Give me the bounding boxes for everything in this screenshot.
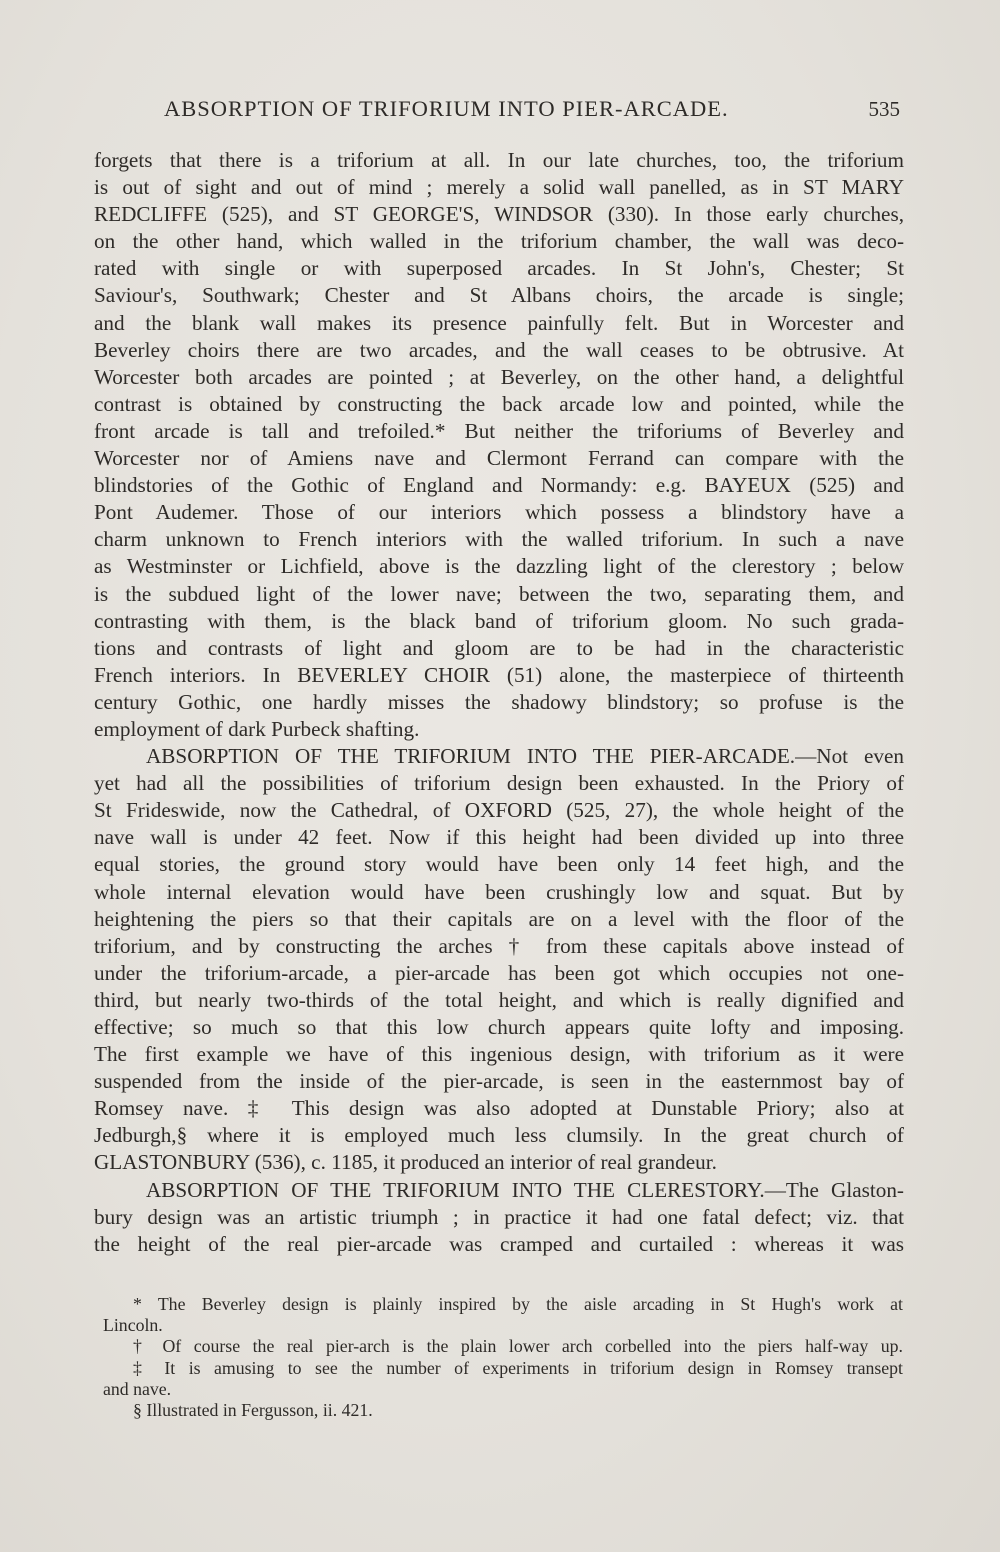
text-line: Beverley choirs there are two arcades, and the wall ceases to be obtrusive. At [94, 337, 904, 362]
text-line: and the blank wall makes its presence painfully felt. But in Worcester and [94, 310, 904, 335]
text-line: employment of dark Purbeck shafting. [94, 716, 420, 741]
body-text [94, 147, 904, 1258]
text-line: contrast is obtained by constructing the back arcade low and pointed, while the [94, 391, 904, 416]
text-line: nave wall is under 42 feet. Now if this height had been divided up into three [94, 825, 904, 850]
text-line: The first example we have of this ingenious design, with triforium as it were [94, 1042, 904, 1067]
text-line: GLASTONBURY (536), c. 1185, it produced an interior of real grandeur. [94, 1150, 717, 1175]
footnotes [103, 1294, 903, 1421]
text-line: yet had all the possibilities of triforium design been exhausted. In the Priory of [94, 771, 904, 796]
running-title: ABSORPTION OF TRIFORIUM INTO PIER-ARCADE. [164, 96, 729, 121]
text-line: the height of the real pier-arcade was cramped and curtailed : whereas it was [94, 1231, 904, 1256]
section-heading-line: ABSORPTION OF THE TRIFORIUM INTO THE CLERESTORY.—The Glaston- [146, 1177, 904, 1202]
footnote-line: § Illustrated in Fergusson, ii. 421. [133, 1400, 373, 1421]
text-line: front arcade is tall and trefoiled.* But neither the triforiums of Beverley and [94, 418, 904, 443]
text-line: as Westminster or Lichfield, above is the dazzling light of the clerestory ; below [94, 554, 904, 579]
page-header [96, 96, 906, 122]
footnote-line: * The Beverley design is plainly inspired by the aisle arcading in St Hugh's work at [133, 1294, 903, 1314]
text-line: heightening the piers so that their capitals are on a level with the floor of the [94, 906, 904, 931]
text-line: Saviour's, Southwark; Chester and St Albans choirs, the arcade is single; [94, 283, 904, 308]
text-line: Worcester nor of Amiens nave and Clermont Ferrand can compare with the [94, 446, 904, 471]
text-line: French interiors. In BEVERLEY CHOIR (51) alone, the masterpiece of thirteenth [94, 662, 904, 687]
footnote-line: ‡ It is amusing to see the number of experiments in triforium design in Romsey transept [133, 1357, 903, 1378]
text-line: effective; so much so that this low church appears quite lofty and imposing. [94, 1015, 904, 1039]
text-line: third, but nearly two-thirds of the total height, and which is really dignified and [94, 987, 904, 1012]
text-line: Pont Audemer. Those of our interiors which possess a blindstory have a [94, 500, 904, 525]
text-line: rated with single or with superposed arcades. In St John's, Chester; St [94, 256, 904, 281]
footnote-line: † Of course the real pier-arch is the plain lower arch corbelled into the piers half-way up. [133, 1336, 903, 1357]
footnote-line: Lincoln. [103, 1315, 163, 1336]
section-heading-line: ABSORPTION OF THE TRIFORIUM INTO THE PIER-ARCADE.—Not even [146, 744, 904, 769]
text-line: under the triforium-arcade, a pier-arcade has been got which occupies not one- [94, 960, 904, 985]
text-line: charm unknown to French interiors with the walled triforium. In such a nave [94, 527, 904, 552]
footnote-line: and nave. [103, 1378, 172, 1399]
text-line: REDCLIFFE (525), and ST GEORGE'S, WINDSOR (330). In those early churches, [94, 202, 904, 227]
page-number: 535 [868, 97, 900, 121]
text-line: whole internal elevation would have been crushingly low and squat. But by [94, 879, 904, 904]
text-line: is the subdued light of the lower nave; between the two, separating them, and [94, 581, 904, 606]
text-line: suspended from the inside of the pier-arcade, is seen in the easternmost bay of [94, 1069, 904, 1094]
text-line: Worcester both arcades are pointed ; at Beverley, on the other hand, a delightful [94, 364, 904, 389]
text-line: equal stories, the ground story would have been only 14 feet high, and the [94, 852, 904, 877]
text-line: Romsey nave. ‡ This design was also adopted at Dunstable Priory; also at [94, 1096, 904, 1121]
text-line: St Frideswide, now the Cathedral, of OXFORD (525, 27), the whole height of the [94, 798, 904, 823]
text-line: is out of sight and out of mind ; merely a solid wall panelled, as in ST MARY [94, 175, 904, 200]
text-line: blindstories of the Gothic of England and Normandy: e.g. BAYEUX (525) and [94, 473, 904, 498]
text-line: tions and contrasts of light and gloom are to be had in the characteristic [94, 635, 904, 660]
text-line: forgets that there is a triforium at all. In our late churches, too, the triforium [94, 148, 904, 172]
text-line: triforium, and by constructing the arches † from these capitals above instead of [94, 933, 904, 958]
text-line: contrasting with them, is the black band of triforium gloom. No such grada- [94, 608, 904, 633]
text-line: century Gothic, one hardly misses the shadowy blindstory; so profuse is the [94, 689, 904, 714]
text-line: on the other hand, which walled in the triforium chamber, the wall was deco- [94, 229, 904, 254]
text-line: Jedburgh,§ where it is employed much less clumsily. In the great church of [94, 1123, 904, 1148]
text-line: bury design was an artistic triumph ; in practice it had one fatal defect; viz. that [94, 1204, 904, 1229]
